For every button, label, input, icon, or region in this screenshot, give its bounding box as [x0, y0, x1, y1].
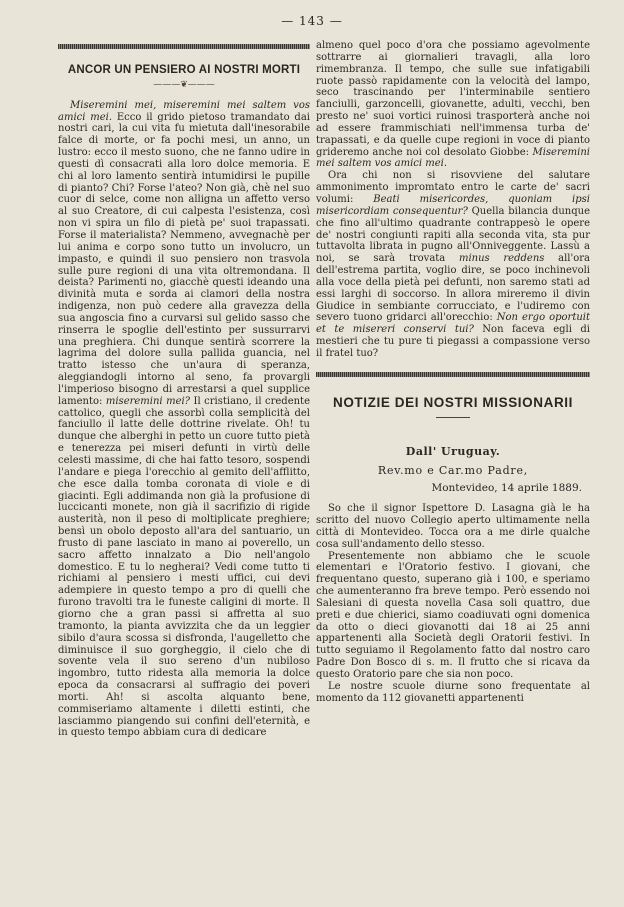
- sub-heading: Dall' Uruguay.: [405, 444, 501, 458]
- ornament-divider: ———❦———: [153, 79, 215, 90]
- letter-paragraph: So che il signor Ispettore D. Lasagna già le ha scritto del nuovo Collegio aperto ultimamente nella città di Montevideo. Tocca ora a me dirle qualche cosa sull'andamento dello stesso.: [316, 503, 590, 550]
- right-column: [316, 40, 590, 705]
- letter-date: Montevideo, 14 aprile 1889.: [431, 482, 582, 495]
- section-rule: [316, 372, 590, 377]
- latin-quote: Miseremini mei saltem vos amici mei.: [316, 146, 590, 170]
- article-paragraph: Miseremini mei, miseremini mei saltem vos amici mei. Ecco il grido pietoso tramandato dai nostri cari, la cui vita fu mietuta dall'inesorabile falce di morte, or fa pochi mesi, un anno, un lustro: ecco il mesto suono, che ne fanno udire in questi dì consacrati alla loro dolce memoria. E chi al loro lamento sentirà intumidirsi le pupille di pianto? Chi? Forse l'ateo? Non già, chè nel suo cuor di selce, come non alligna un affetto verso al suo Creatore, di cui calpesta l'esistenza, così non vi spira un filo di pietà pe' suoi trapassati. Forse il materialista? Nemmeno, avvegnachè per lui anima e corpo sono tutto un involucro, un impasto, e quindi il suo pensiero non trasvola sulle pure regioni di una vita oltremondana. Il deista? Parimenti no, giacchè questi ideando una divinità muta e sorda ai clamori della nostra indigenza, non può cedere alla gravezza della sua angoscia fino a curvarsi sul gelido sasso che rinserra le spoglie dell'estinto per sussurrarvi una preghiera. Chi dunque sentirà scorrere la lagrima del dolore sulla pallida guancia, nel tratto istesso che un'aura di speranza, aleggiandogli intorno al seno, fa provargli l'imperioso bisogno di arrestarsi a quel supplice lamento: miseremini mei? Il cristiano, il credente cattolico, quegli che assorbì colla semplicità del fanciullo il latte delle dottrine rivelate. Oh! tu dunque che alberghi in petto un cuore tutto pietà e tenerezza pei miseri defunti in virtù delle celesti massime, di che hai fatto tesoro, sospendi l'andare e piega l'orecchio al gemito dell'afflitto, che esce dalla tomba coronata di viole e di giacinti. Egli addimanda non già la profusione di luccicanti monete, non già il sacrifizio di rigide austerità, non il peso di moltiplicate preghiere; bensì un obolo deposto all'ara del santuario, un frusto di pane lasciato in mano ai poverello, un sacro affetto innalzato a Dio nell'angolo domestico. E tu lo negherai? Vedi come tutto ti richiami al pensiero i mesti uffici, cui devi adempiere in questo tempo a pro di quelli che furono travolti tra le funeste caligini di morte. Il giorno che a gran passi si affretta al suo tramonto, la pianta avvizzita che da un leggier sibilo d'aura scossa si disfronda, l'augelletto che diminuisce il suo gorgheggio, il cielo che di sovente vela il suo sereno d'un nubiloso ingombro, tutto ridesta alla memoria la dolce epoca da consacrarsi al suffragio dei poveri morti. Ah! si ascolta alquanto bene, commiseriamo altamente i diletti estinti, che lasciammo piangendo sui confini dell'eternità, e in questo tempo abbiam cura di dedicare: [58, 99, 310, 739]
- letter-addressee: Rev.mo e Car.mo Padre,: [377, 464, 529, 478]
- letter-paragraph: Presentemente non abbiamo che le scuole elementari e l'Oratorio festivo. I giovani, che frequentano questo, superano già i 100, e speriamo che aumenteranno fra breve tempo. Però essendo noi Salesiani di questa novella Casa soli quattro, due preti e due chierici, siamo coadiuvati ogni domenica da otto o dieci giovanotti dai 18 ai 25 anni appartenenti alla Società degli Oratorii festivi. In tutto seguiamo il Regolamento fatto dal nostro caro Padre Don Bosco di s. m. Il frutto che si ricava da questo Oratorio pare che sia non poco.: [316, 550, 590, 680]
- page-number: — 143 —: [281, 14, 343, 28]
- letter-paragraph: Le nostre scuole diurne sono frequentate al momento da 112 giovanetti appartenenti: [316, 680, 590, 704]
- article-continuation: almeno quel poco d'ora che possiamo agevolmente sottrarre ai giornalieri travagli, alla loro rimembranza. Il tempo, che sulle sue infatigabili ruote passò rapidamente con la velocità del lampo, seco trascinando per l'interminabile sentiero fanciulli, garzoncelli, giovanette, adulti, vecchi, ben presto ne' suoi vortici ruinosi trasporterà anche noi ad essere frammischiati nell'immensa turba de' trapassati, e da quelle cupe regioni in voce di pianto grideremo anche noi col desolato Giobbe: Miseremini mei saltem vos amici mei.: [316, 40, 590, 170]
- latin-quote: Beati misericordes, quoniam ipsi misericordiam consequentur?: [316, 193, 590, 217]
- latin-quote: miseremini mei?: [105, 395, 191, 407]
- latin-quote: Non ergo oportuit et te misereri conservi tui?: [316, 312, 591, 336]
- article-heading: ANCOR UN PENSIERO AI NOSTRI MORTI: [67, 64, 301, 76]
- section-heading: NOTIZIE DEI NOSTRI MISSIONARII: [332, 394, 573, 410]
- left-column: [58, 44, 310, 739]
- top-rule-left: [58, 44, 310, 49]
- latin-quote: Miseremini mei, miseremini mei saltem vos amici mei.: [58, 99, 310, 123]
- latin-quote: minus reddens: [459, 253, 545, 265]
- section-underline: [436, 417, 470, 418]
- article-paragraph: Ora chi non si risovviene del salutare ammonimento impromtato entro le carte de' sacri volumi: Beati misericordes, quoniam ipsi misericordiam consequentur? Quella bilancia dunque che fino all'ultimo quadrante contrappesò le opere de' nostri congiunti rapiti alla seconda vita, sta pur tuttavolta librata in pugno all'Onniveggente. Lassù a noi, se sarà trovata minus reddens all'ora dell'estrema partita, voglio dire, se poco inchinevoli alla voce della pietà pei defunti, non saremo stati ad essi larghi di soccorso. In allora mireremo il divin Giudice in sembiante corrucciato, e l'udiremo con severo tuono gridarci all'orecchio: Non ergo oportuit et te misereri conservi tui? Non faceva egli di mestieri che tu pure ti piegassi a compassione verso il fratel tuo?: [316, 170, 591, 359]
